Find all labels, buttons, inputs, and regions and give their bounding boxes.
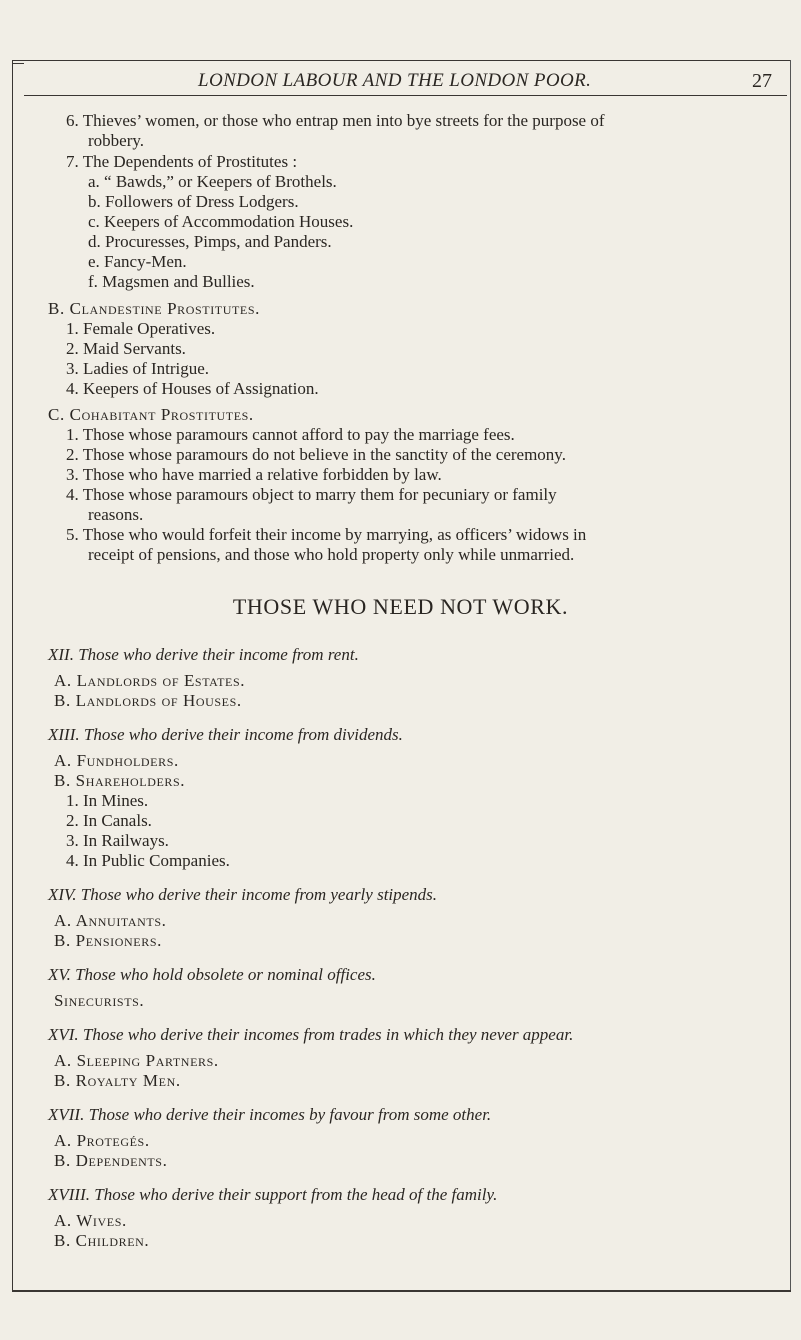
page-frame-bottom: [12, 1290, 791, 1292]
list-item: 2. Maid Servants.: [66, 339, 186, 358]
list-subitem: f. Magsmen and Bullies.: [88, 272, 255, 291]
list-item: 1. Female Operatives.: [66, 319, 216, 338]
list-item: A. Fundholders.: [54, 751, 179, 770]
category-heading: C. Cohabitant Prostitutes.: [48, 405, 254, 424]
page-number: 27: [752, 70, 772, 92]
class-heading: XV. Those who hold obsolete or nominal offices.: [48, 965, 376, 984]
list-item-continuation: receipt of pensions, and those who hold property only while unmarried.: [88, 545, 575, 564]
class-heading: XVII. Those who derive their incomes by favour from some other.: [48, 1105, 492, 1124]
list-subitem: d. Procuresses, Pimps, and Panders.: [88, 232, 332, 251]
list-item-continuation: reasons.: [88, 505, 144, 524]
header-rule: [24, 95, 787, 96]
list-subitem: a. “ Bawds,” or Keepers of Brothels.: [88, 172, 337, 191]
list-subitem: b. Followers of Dress Lodgers.: [88, 192, 299, 211]
list-item: A. Landlords of Estates.: [54, 671, 246, 690]
list-item: B. Landlords of Houses.: [54, 691, 242, 710]
list-item: B. Pensioners.: [54, 931, 162, 950]
list-subitem: 4. In Public Companies.: [66, 851, 230, 870]
list-subitem: 2. In Canals.: [66, 811, 152, 830]
list-item: B. Children.: [54, 1231, 150, 1250]
list-item: B. Dependents.: [54, 1151, 168, 1170]
category-heading: B. Clandestine Prostitutes.: [48, 299, 260, 318]
class-heading: XVIII. Those who derive their support from the head of the family.: [48, 1185, 498, 1204]
list-item: 4. Keepers of Houses of Assignation.: [66, 379, 319, 398]
list-item: 3. Those who have married a relative forbidden by law.: [66, 465, 442, 484]
list-subitem: e. Fancy-Men.: [88, 252, 187, 271]
class-heading: XVI. Those who derive their incomes from trades in which they never appear.: [48, 1025, 574, 1044]
class-heading: XII. Those who derive their income from rent.: [48, 645, 359, 664]
list-item: B. Royalty Men.: [54, 1071, 181, 1090]
list-item: A. Annuitants.: [54, 911, 167, 930]
list-item: A. Sleeping Partners.: [54, 1051, 219, 1070]
list-item: 2. Those whose paramours do not believe in the sanctity of the ceremony.: [66, 445, 566, 464]
list-item: 1. Those whose paramours cannot afford to pay the marriage fees.: [66, 425, 515, 444]
list-item: 3. Ladies of Intrigue.: [66, 359, 210, 378]
running-title: LONDON LABOUR AND THE LONDON POOR.: [198, 70, 592, 91]
page-header: [0, 66, 801, 96]
list-subitem: 1. In Mines.: [66, 791, 149, 810]
list-item: 7. The Dependents of Prostitutes :: [66, 152, 298, 171]
list-item: Sinecurists.: [54, 991, 145, 1010]
class-heading: XIII. Those who derive their income from dividends.: [48, 725, 403, 744]
list-subitem: c. Keepers of Accommodation Houses.: [88, 212, 354, 231]
list-item: B. Shareholders.: [54, 771, 186, 790]
list-item-continuation: robbery.: [88, 131, 145, 150]
page-frame-top-tick: [12, 63, 24, 64]
class-heading: XIV. Those who derive their income from yearly stipends.: [48, 885, 438, 904]
section-heading: THOSE WHO NEED NOT WORK.: [232, 594, 569, 619]
list-subitem: 3. In Railways.: [66, 831, 169, 850]
page-frame-top: [12, 60, 790, 61]
list-item: A. Protegés.: [54, 1131, 150, 1150]
list-item: 6. Thieves’ women, or those who entrap men into bye streets for the purpose of: [66, 111, 605, 130]
page-frame-left: [12, 60, 13, 1290]
list-item: 4. Those whose paramours object to marry them for pecuniary or family: [66, 485, 557, 504]
list-item: 5. Those who would forfeit their income by marrying, as officers’ widows in: [66, 525, 587, 544]
list-item: A. Wives.: [54, 1211, 127, 1230]
page-frame-right: [790, 60, 791, 1290]
